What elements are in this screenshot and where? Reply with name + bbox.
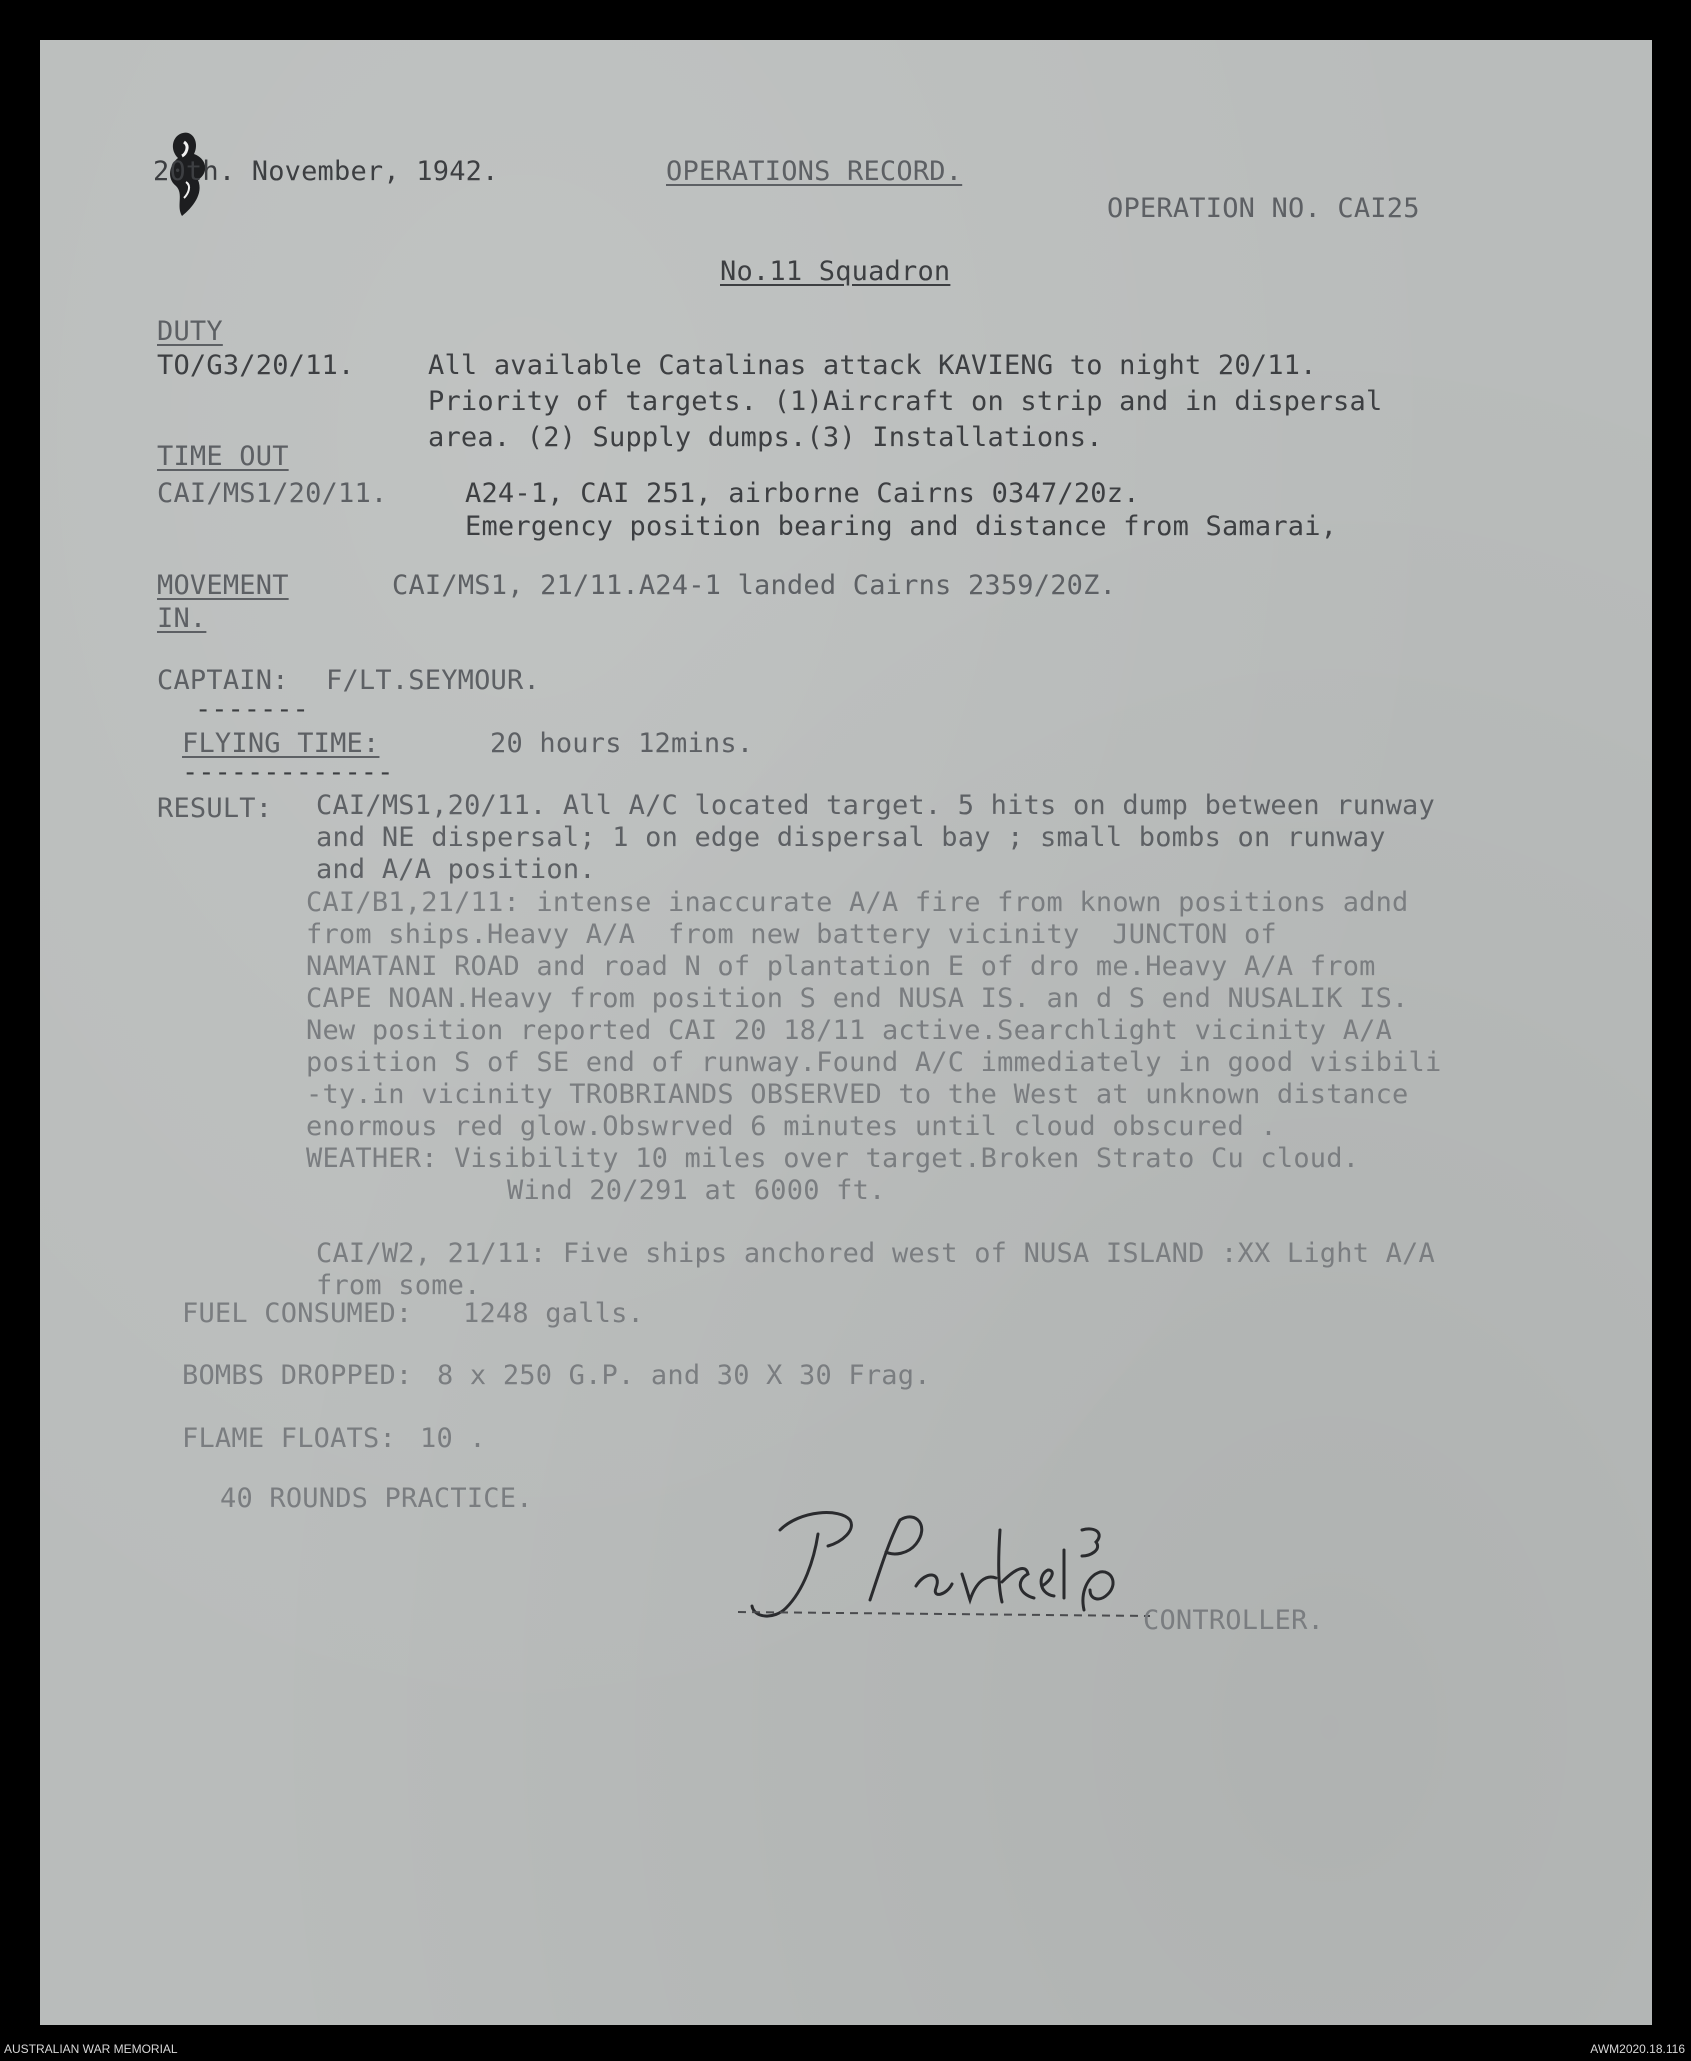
w2-line-2: from some. <box>316 1270 481 1301</box>
duty-label: DUTY <box>157 316 223 347</box>
result-line-1: CAI/MS1,20/11. All A/C located target. 5 hits on dump between runway <box>316 790 1435 821</box>
result-sub-line-7: -ty.in vicinity TROBRIANDS OBSERVED to the West at unknown distance <box>306 1079 1409 1110</box>
movement-in-label-line-1: MOVEMENT <box>157 570 289 601</box>
duty-ref: TO/G3/20/11. <box>157 350 355 381</box>
operation-number: OPERATION NO. CAI25 <box>1107 193 1420 224</box>
result-label: RESULT: <box>157 793 273 824</box>
w2-line-1: CAI/W2, 21/11: Five ships anchored west of NUSA ISLAND :XX Light A/A <box>316 1238 1435 1269</box>
movement-in-text: CAI/MS1, 21/11.A24-1 landed Cairns 2359/20Z. <box>392 570 1117 601</box>
movement-in-label-line-2: IN. <box>157 603 207 634</box>
duty-line-1: All available Catalinas attack KAVIENG to night 20/11. <box>428 350 1317 381</box>
result-sub-line-3: NAMATANI ROAD and road N of plantation E of dro me.Heavy A/A from <box>306 951 1376 982</box>
captain-value: F/LT.SEYMOUR. <box>326 665 540 696</box>
time-out-line-2: Emergency position bearing and distance from Samarai, <box>465 511 1338 542</box>
result-sub-line-4: CAPE NOAN.Heavy from position S end NUSA IS. an d S end NUSALIK IS. <box>306 983 1409 1014</box>
footer-archive-name: AUSTRALIAN WAR MEMORIAL <box>4 2042 178 2056</box>
document-page <box>40 40 1652 2025</box>
captain-label: CAPTAIN: <box>157 665 289 696</box>
flame-floats-value: 10 . <box>420 1423 486 1454</box>
time-out-ref: CAI/MS1/20/11. <box>157 478 388 509</box>
fuel-label: FUEL CONSUMED: <box>182 1298 413 1329</box>
footer-accession-number: AWM2020.18.116 <box>1590 2042 1685 2056</box>
result-line-3: and A/A position. <box>316 854 596 885</box>
fuel-value: 1248 galls. <box>463 1298 645 1329</box>
bombs-value: 8 x 250 G.P. and 30 X 30 Frag. <box>437 1360 931 1391</box>
weather-line-2: Wind 20/291 at 6000 ft. <box>507 1175 886 1206</box>
time-out-line-1: A24-1, CAI 251, airborne Cairns 0347/20z. <box>465 478 1140 509</box>
dash-separator: ------- <box>195 694 309 725</box>
dash-separator: ------------- <box>182 757 394 788</box>
squadron-heading: No.11 Squadron <box>720 256 951 287</box>
bombs-label: BOMBS DROPPED: <box>182 1360 413 1391</box>
duty-line-2: Priority of targets. (1)Aircraft on strip and in dispersal <box>428 386 1383 417</box>
record-date: 20th. November, 1942. <box>153 156 499 187</box>
flying-time-label: FLYING TIME: <box>182 728 380 759</box>
controller-signature <box>730 1490 1160 1650</box>
record-title: OPERATIONS RECORD. <box>666 156 963 187</box>
flame-floats-label: FLAME FLOATS: <box>182 1423 396 1454</box>
practice-note: 40 ROUNDS PRACTICE. <box>220 1483 533 1514</box>
flying-time-value: 20 hours 12mins. <box>490 728 754 759</box>
time-out-label: TIME OUT <box>157 441 289 472</box>
duty-line-3: area. (2) Supply dumps.(3) Installations. <box>428 422 1103 453</box>
controller-label: CONTROLLER. <box>1143 1605 1325 1636</box>
result-sub-line-6: position S of SE end of runway.Found A/C immediately in good visibili <box>306 1047 1442 1078</box>
result-sub-line-5: New position reported CAI 20 18/11 active.Searchlight vicinity A/A <box>306 1015 1393 1046</box>
result-sub-line-2: from ships.Heavy A/A from new battery vicinity JUNCTON of <box>306 919 1277 950</box>
result-sub-line-1: CAI/B1,21/11: intense inaccurate A/A fire from known positions adnd <box>306 887 1409 918</box>
result-sub-line-8: enormous red glow.Obswrved 6 minutes until cloud obscured . <box>306 1111 1277 1142</box>
weather-line-1: WEATHER: Visibility 10 miles over target.Broken Strato Cu cloud. <box>306 1143 1360 1174</box>
result-line-2: and NE dispersal; 1 on edge dispersal bay ; small bombs on runway <box>316 822 1386 853</box>
